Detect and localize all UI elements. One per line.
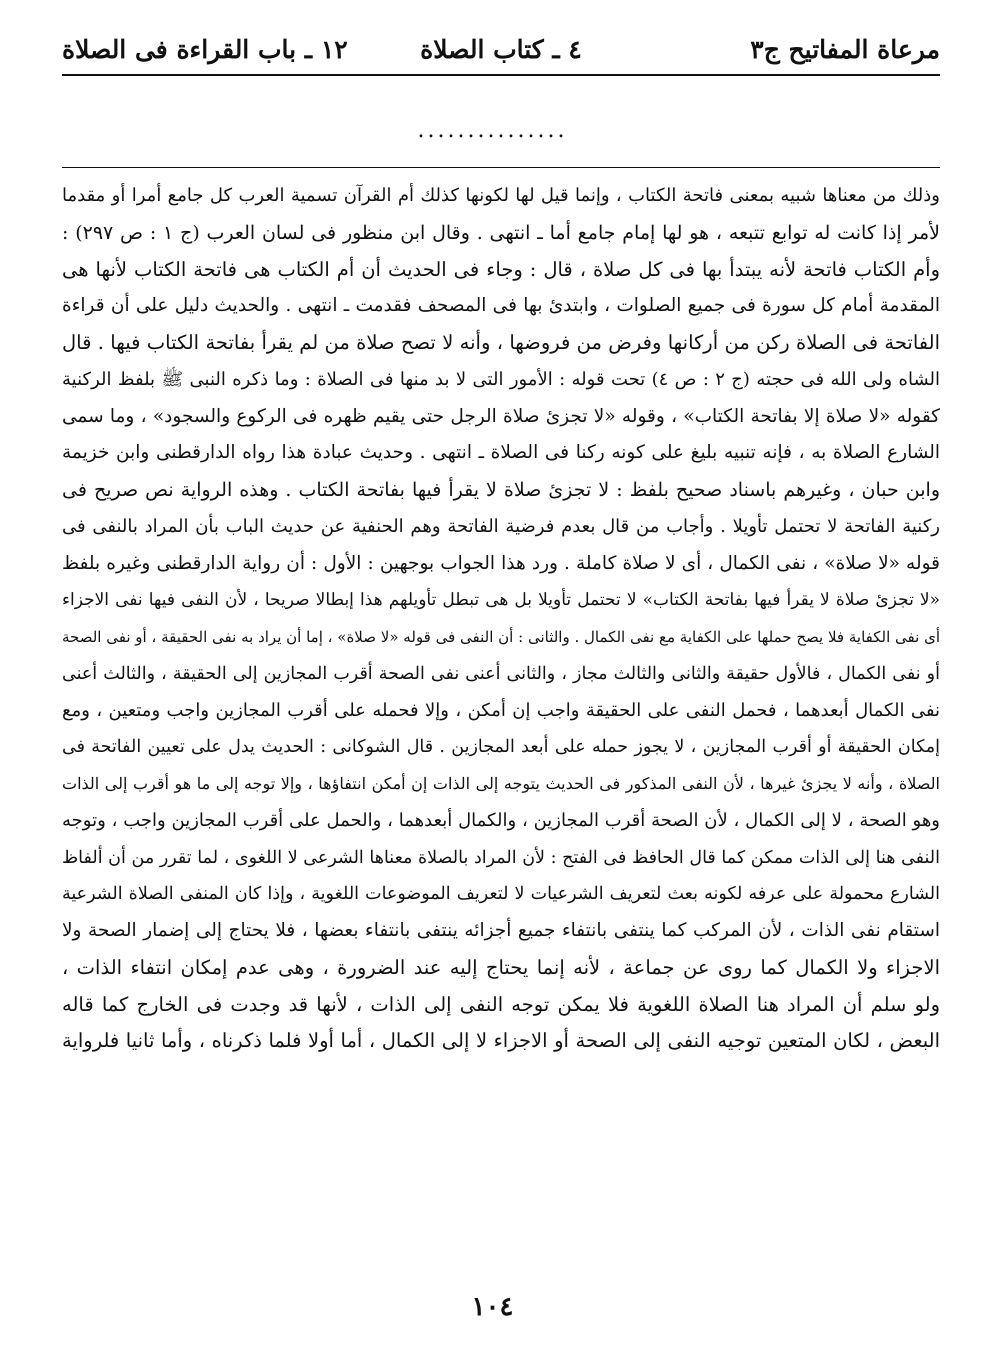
header-book-title: مرعاة المفاتيح ج٣ [750, 35, 940, 64]
text-line: الفاتحة فى الصلاة ركن من أركانها وفرض من فروضها ، وأنه لا تصح صلاة من لم يقرأ بفاتحة الكتاب فيها . قال [62, 331, 940, 354]
text-line: الشارع الصلاة به ، فإنه تنبيه بليغ على كونه ركنا فى الصلاة ـ انتهى . وحديث عبادة هذا رواه الدارقطنى وابن خزيمة [62, 442, 940, 464]
text-line: وابن حبان ، وغيرهم باسناد صحيح بلفظ : لا تجزئ صلاة لا يقرأ فيها بفاتحة الكتاب . وهذه الرواية نص صريح فى [62, 479, 940, 501]
text-line: استقام نفى الذات ، لأن المركب كما ينتفى بانتفاء جميع أجزائه ينتفى بانتفاء بعضها ، فلا يحتاج إلى إضمار الصحة ولا [62, 920, 940, 941]
dotted-separator: ............... [417, 118, 568, 143]
text-line: وهو الصحة ، لا إلى الكمال ، لأن الصحة أقرب المجازين ، والكمال أبعدهما ، والحمل على أقرب المجازين واجب ، وتوجه [62, 809, 940, 831]
body-text [62, 178, 940, 1060]
text-line: النفى هنا إلى الذات ممكن كما قال الحافظ فى الفتح : لأن المراد بالصلاة معناها الشرعى لا اللغوى ، لما تقرر من أن ألفاظ [62, 847, 940, 868]
text-line: الشارع محمولة على عرفه لكونه بعث لتعريف الشرعيات لا لتعريف الموضوعات اللغوية ، وإذا كان المنفى الصلاة الشرعية [62, 884, 940, 905]
text-line: نفى الكمال أبعدهما ، فحمل النفى على الحقيقة واجب إن أمكن ، وإلا فحمله على أقرب المجازين واجب ومتعين ، ومع [62, 699, 940, 721]
text-line: ولو سلم أن المراد هنا الصلاة اللغوية فلا يمكن توجه النفى إلى الذات ، لأنها قد وجدت فى الخارج كما قاله [62, 992, 940, 1016]
text-rule [62, 167, 940, 168]
header-rule [62, 74, 940, 76]
text-line: إمكان الحقيقة أو أقرب المجازين ، لا يجوز حمله على أبعد المجازين . قال الشوكانى : الحديث يدل على تعيين الفاتحة فى [62, 737, 940, 758]
text-line: «لا تجزئ صلاة لا يقرأ فيها بفاتحة الكتاب» لا تحتمل تأويلا بل هى تبطل تأويلهم هذا إبطالا صريحا ، لأن النفى فيها نفى الاجزاء [62, 590, 940, 611]
text-line: وذلك من معناها شبيه بمعنى فاتحة الكتاب ، وإنما قيل لها لكونها كذلك أم القرآن تسمية العرب كل جامع أمرا أو مقدما [62, 185, 940, 206]
text-line: ركنية الفاتحة لا تحتمل تأويلا . وأجاب من قال بعدم فرضية الفاتحة وهم الحنفية عن حديث الباب بأن المراد بالنفى فى [62, 515, 940, 537]
text-line: لأمر إذا كانت له توابع تتبعه ، هو لها إمام جامع أما ـ انتهى . وقال ابن منظور فى لسان العرب (ج ١ : ص ٢٩٧) : [62, 221, 940, 244]
text-line: كقوله «لا صلاة إلا بفاتحة الكتاب» ، وقوله «لا تجزئ صلاة الرجل حتى يقيم ظهره فى الركوع والسجود» ، وما سمى [62, 405, 940, 427]
page-number: ١٠٤ [471, 1292, 514, 1322]
text-line: الصلاة ، وأنه لا يجزئ غيرها ، لأن النفى المذكور فى الحديث يتوجه إلى الذات إن أمكن انتفاؤها ، وإلا توجه إلى ما هو أقرب إلى الذات [62, 774, 940, 793]
header-book-chapter: ٤ ـ كتاب الصلاة [420, 35, 582, 64]
text-line: المقدمة أمام كل سورة فى جميع الصلوات ، وابتدئ بها فى المصحف فقدمت ـ انتهى . والحديث دليل على أن قراءة [62, 295, 940, 317]
text-line: الاجزاء ولا الكمال كما روى عن جماعة ، لأنه إنما يحتاج إليه عند الضرورة ، وهى عدم إمكان انتفاء الذات ، [62, 955, 940, 979]
text-line: البعض ، لكان المتعين توجيه النفى إلى الصحة أو الاجزاء لا إلى الكمال ، أما أولا فلما ذكرناه ، وأما ثانيا فلرواية [62, 1029, 940, 1053]
header-section-title: ١٢ ـ باب القراءة فى الصلاة [62, 35, 348, 64]
running-header [62, 30, 940, 70]
text-line: قوله «لا صلاة» ، نفى الكمال ، أى لا صلاة كاملة . ورد هذا الجواب بوجهين : الأول : أن رواية الدارقطنى وغيره بلفظ [62, 552, 940, 574]
text-line: أى نفى الكفاية فلا يصح حملها على الكفاية مع نفى الكمال . والثانى : أن النفى فى قوله «لا صلاة» ، إما أن يراد به نفى الحقيقة ، أو نفى الصحة [62, 628, 940, 646]
text-line: الشاه ولى الله فى حجته (ج ٢ : ص ٤) تحت قوله : الأمور التى لا بد منها فى الصلاة : وما ذكره النبى ﷺ بلفظ الركنية [62, 368, 940, 390]
text-line: أو نفى الكمال ، فالأول حقيقة والثانى والثالث مجاز ، والثانى أعنى نفى الصحة أقرب المجازين إلى الحقيقة ، والثالث أعنى [62, 663, 940, 684]
text-line: وأم الكتاب فاتحة لأنه يبتدأ بها فى كل صلاة ، قال : وجاء فى الحديث أن أم الكتاب هى فاتحة الكتاب لأنها هى [62, 257, 940, 281]
